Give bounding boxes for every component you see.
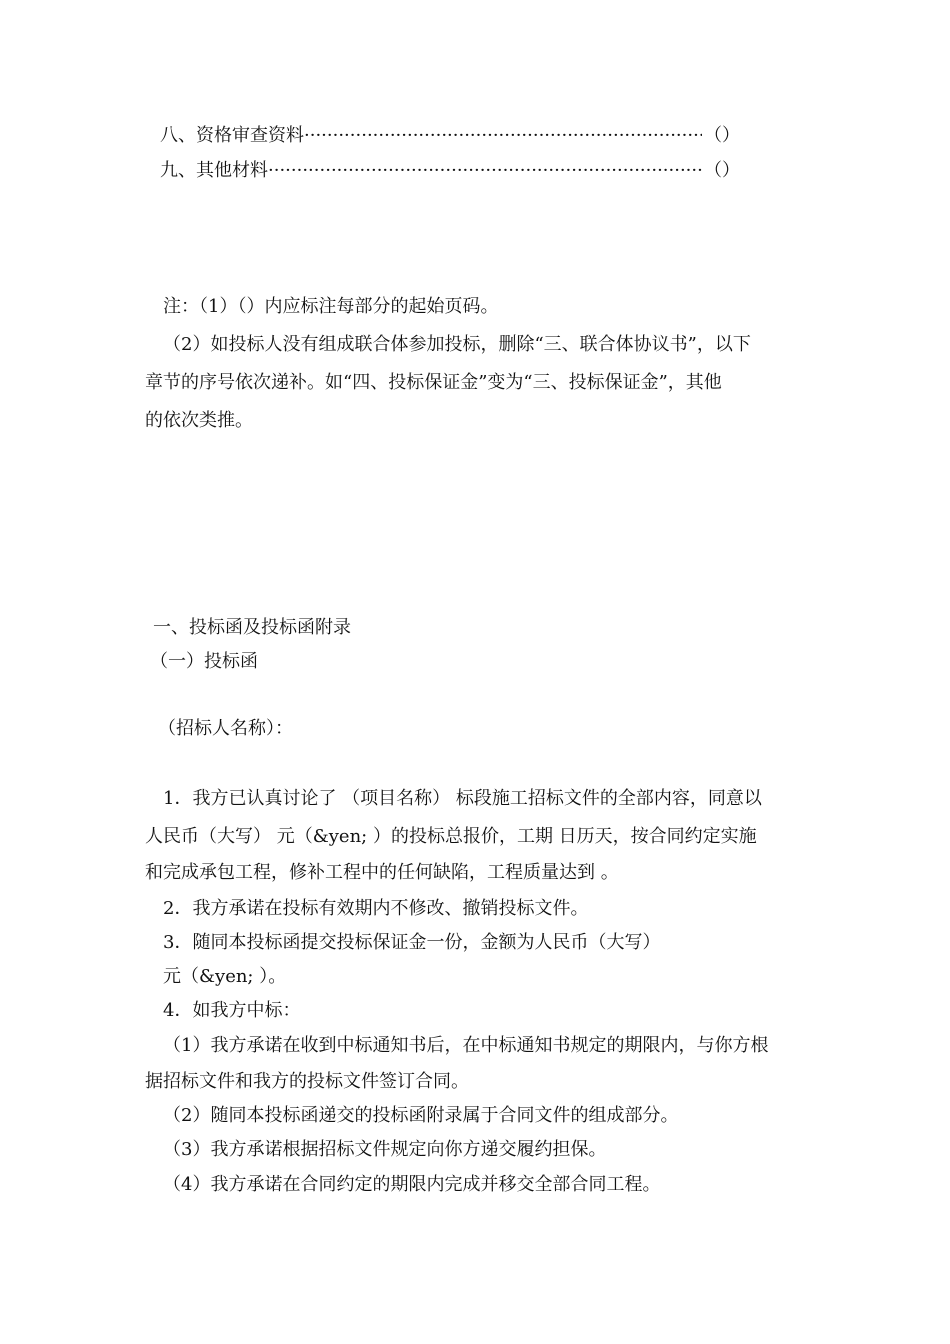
addressee: （招标人名称）： <box>158 718 293 739</box>
paragraph-4: 4．如我方中标： <box>163 1000 301 1021</box>
paragraph-4-3: （3）我方承诺根据招标文件规定向你方递交履约担保。 <box>163 1139 607 1160</box>
toc-item-page: （） <box>704 160 740 181</box>
note-2-line-2: 章节的序号依次递补。如“四、投标保证金”变为“三、投标保证金”，其他 <box>145 372 722 393</box>
section-subheading: （一）投标函 <box>150 651 258 672</box>
paragraph-1-line-1: 1．我方已认真讨论了 （项目名称） 标段施工招标文件的全部内容，同意以 <box>163 788 762 809</box>
paragraph-1-line-3: 和完成承包工程，修补工程中的任何缺陷，工程质量达到 。 <box>145 862 619 883</box>
section-heading: 一、投标函及投标函附录 <box>153 617 351 638</box>
note-2-line-3: 的依次类推。 <box>145 410 253 431</box>
paragraph-3-line-2: 元（&yen; ）。 <box>163 966 287 987</box>
paragraph-1-line-2: 人民币（大写） 元（&yen; ）的投标总报价，工期 日历天，按合同约定实施 <box>145 826 757 847</box>
toc-item-label: 九、其他材料 <box>160 160 268 181</box>
toc-item <box>160 125 740 147</box>
note-2-line-1: （2）如投标人没有组成联合体参加投标，删除“三、联合体协议书”，以下 <box>163 334 751 355</box>
paragraph-4-4: （4）我方承诺在合同约定的期限内完成并移交全部合同工程。 <box>163 1174 661 1195</box>
toc-item-label: 八、资格审查资料 <box>160 125 304 146</box>
toc-leader-dots <box>304 125 702 147</box>
toc-leader-dots <box>268 160 702 182</box>
toc-item <box>160 160 740 182</box>
paragraph-4-2: （2）随同本投标函递交的投标函附录属于合同文件的组成部分。 <box>163 1105 679 1126</box>
paragraph-2: 2．我方承诺在投标有效期内不修改、撤销投标文件。 <box>163 898 589 919</box>
paragraph-4-1-line-2: 据招标文件和我方的投标文件签订合同。 <box>145 1071 469 1092</box>
note-1: 注：（1）（）内应标注每部分的起始页码。 <box>163 296 499 317</box>
paragraph-4-1-line-1: （1）我方承诺在收到中标通知书后，在中标通知书规定的期限内，与你方根 <box>163 1035 769 1056</box>
toc-item-page: （） <box>704 125 740 146</box>
paragraph-3-line-1: 3．随同本投标函提交投标保证金一份，金额为人民币（大写） <box>163 932 661 953</box>
